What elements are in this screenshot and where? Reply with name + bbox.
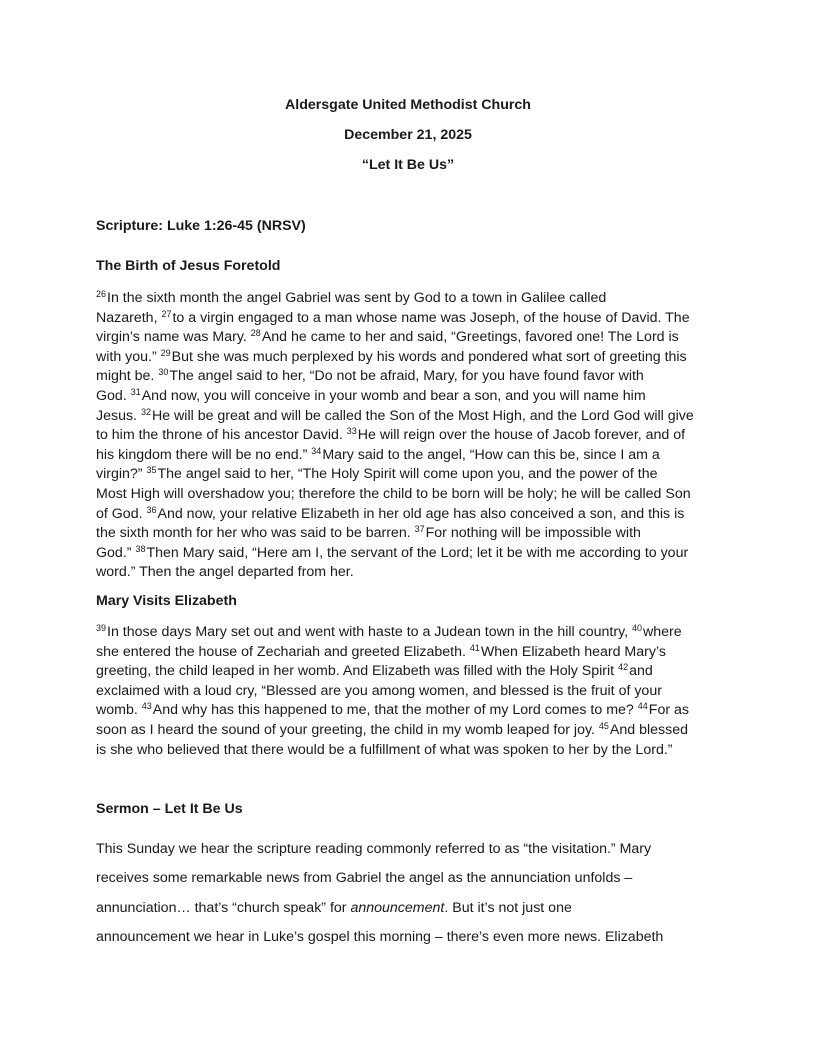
verse-line: the sixth month for her who was said to be barren. $^{37}$For nothing will be impossible with: [96, 524, 641, 542]
verse-number: 31: [130, 386, 141, 397]
verse-line: Most High will overshadow you; therefore the child to be born will be holy; he will be called Son: [96, 485, 691, 502]
verse-number: 32: [140, 406, 151, 417]
sermon-line: This Sunday we hear the scripture reading commonly referred to as “the visitation.” Mary: [96, 841, 652, 857]
verse-line: virgin?” $^{35}$The angel said to her, “The Holy Spirit will come upon you, and the power of the: [96, 465, 658, 483]
verse-number: 40: [632, 623, 643, 633]
church-name: Aldersgate United Methodist Church: [285, 97, 531, 113]
verse-line: might be. $^{30}$The angel said to her, “Do not be afraid, Mary, for you have found favor with: [96, 367, 644, 385]
verse-line: virgin’s name was Mary. $^{28}$And he came to her and said, “Greetings, favored one! The Lord is: [96, 328, 679, 346]
verse-number: 35: [146, 465, 157, 476]
service-date: December 21, 2025: [344, 127, 472, 143]
verse-number: 26: [96, 289, 107, 299]
sermon-line: announcement we hear in Luke’s gospel this morning – there’s even more news. Elizabeth: [96, 929, 664, 946]
verse-line: word.” Then the angel departed from her.: [96, 564, 354, 581]
verse-number: 37: [414, 524, 425, 535]
verse-line: soon as I heard the sound of your greeting, the child in my womb leaped for joy. $^{45}$And blessed: [96, 720, 689, 738]
verse-line: of God. $^{36}$And now, your relative Elizabeth in her old age has also conceived a son, and this is: [96, 504, 685, 522]
verse-number: 45: [598, 720, 609, 731]
verse-number: 30: [158, 367, 169, 378]
sermon-heading: Sermon – Let It Be Us: [96, 801, 243, 817]
verse-line: Jesus. $^{32}$He will be great and will be called the Son of the Most High, and the Lord God will give: [96, 406, 694, 424]
verse-number: 41: [469, 642, 480, 653]
verse-line: to him the throne of his ancestor David. $^{33}$He will reign over the house of Jacob forever, and of: [96, 426, 686, 444]
verse-number: 27: [161, 308, 172, 319]
sermon-title: “Let It Be Us”: [361, 157, 455, 173]
verse-line: womb. $^{43}$And why has this happened to me, that the mother of my Lord comes to me? $^{44}$For as: [96, 701, 689, 719]
verse-number: 34: [311, 445, 322, 456]
verse-number: 43: [141, 701, 152, 712]
scripture-passage-1: [96, 289, 724, 583]
verse-number: 42: [618, 662, 629, 673]
verse-number: 38: [135, 543, 146, 554]
scripture-passage-2: [96, 623, 724, 760]
section-heading-visit: Mary Visits Elizabeth: [96, 593, 237, 609]
verse-line: greeting, the child leaped in her womb. And Elizabeth was filled with the Holy Spirit $^{42}$and: [96, 662, 653, 680]
verse-number: 28: [250, 328, 261, 339]
sermon-body: [96, 835, 724, 953]
verse-line: God. $^{31}$And now, you will conceive in your womb and bear a son, and you will name him: [96, 386, 646, 404]
verse-line: God.” $^{38}$Then Mary said, “Here am I, the servant of the Lord; let it be with me according to your: [96, 543, 689, 561]
verse-number: 39: [96, 623, 107, 633]
verse-line: $^{39}$In those days Mary set out and went with haste to a Judean town in the hill country, $^{40}$where: [96, 623, 682, 640]
verse-line: exclaimed with a loud cry, “Blessed are you among women, and blessed is the fruit of your: [96, 682, 662, 699]
verse-line: his kingdom there will be no end.” $^{34}$Mary said to the angel, “How can this be, since I am a: [96, 445, 660, 463]
scripture-label: Scripture: Luke 1:26-45 (NRSV): [96, 218, 306, 234]
verse-number: 36: [146, 504, 157, 515]
sermon-line: receives some remarkable news from Gabriel the angel as the annunciation unfolds –: [96, 870, 633, 887]
section-heading-birth: The Birth of Jesus Foretold: [96, 258, 281, 274]
verse-number: 29: [160, 347, 171, 358]
verse-line: $^{26}$In the sixth month the angel Gabriel was sent by God to a town in Galilee called: [96, 289, 607, 306]
verse-line: Nazareth, $^{27}$to a virgin engaged to a man whose name was Joseph, of the house of David. The: [96, 308, 690, 326]
verse-line: is she who believed that there would be a fulfillment of what was spoken to her by the Lord.”: [96, 741, 673, 758]
verse-number: 33: [346, 426, 357, 437]
verse-line: she entered the house of Zechariah and greeted Elizabeth. $^{41}$When Elizabeth heard Mary’s: [96, 642, 666, 660]
sermon-line: annunciation… that’s “church speak” for announcement. But it’s not just one: [96, 899, 572, 916]
verse-number: 44: [637, 701, 648, 712]
verse-line: with you.” $^{29}$But she was much perplexed by his words and pondered what sort of greeting this: [96, 347, 687, 365]
